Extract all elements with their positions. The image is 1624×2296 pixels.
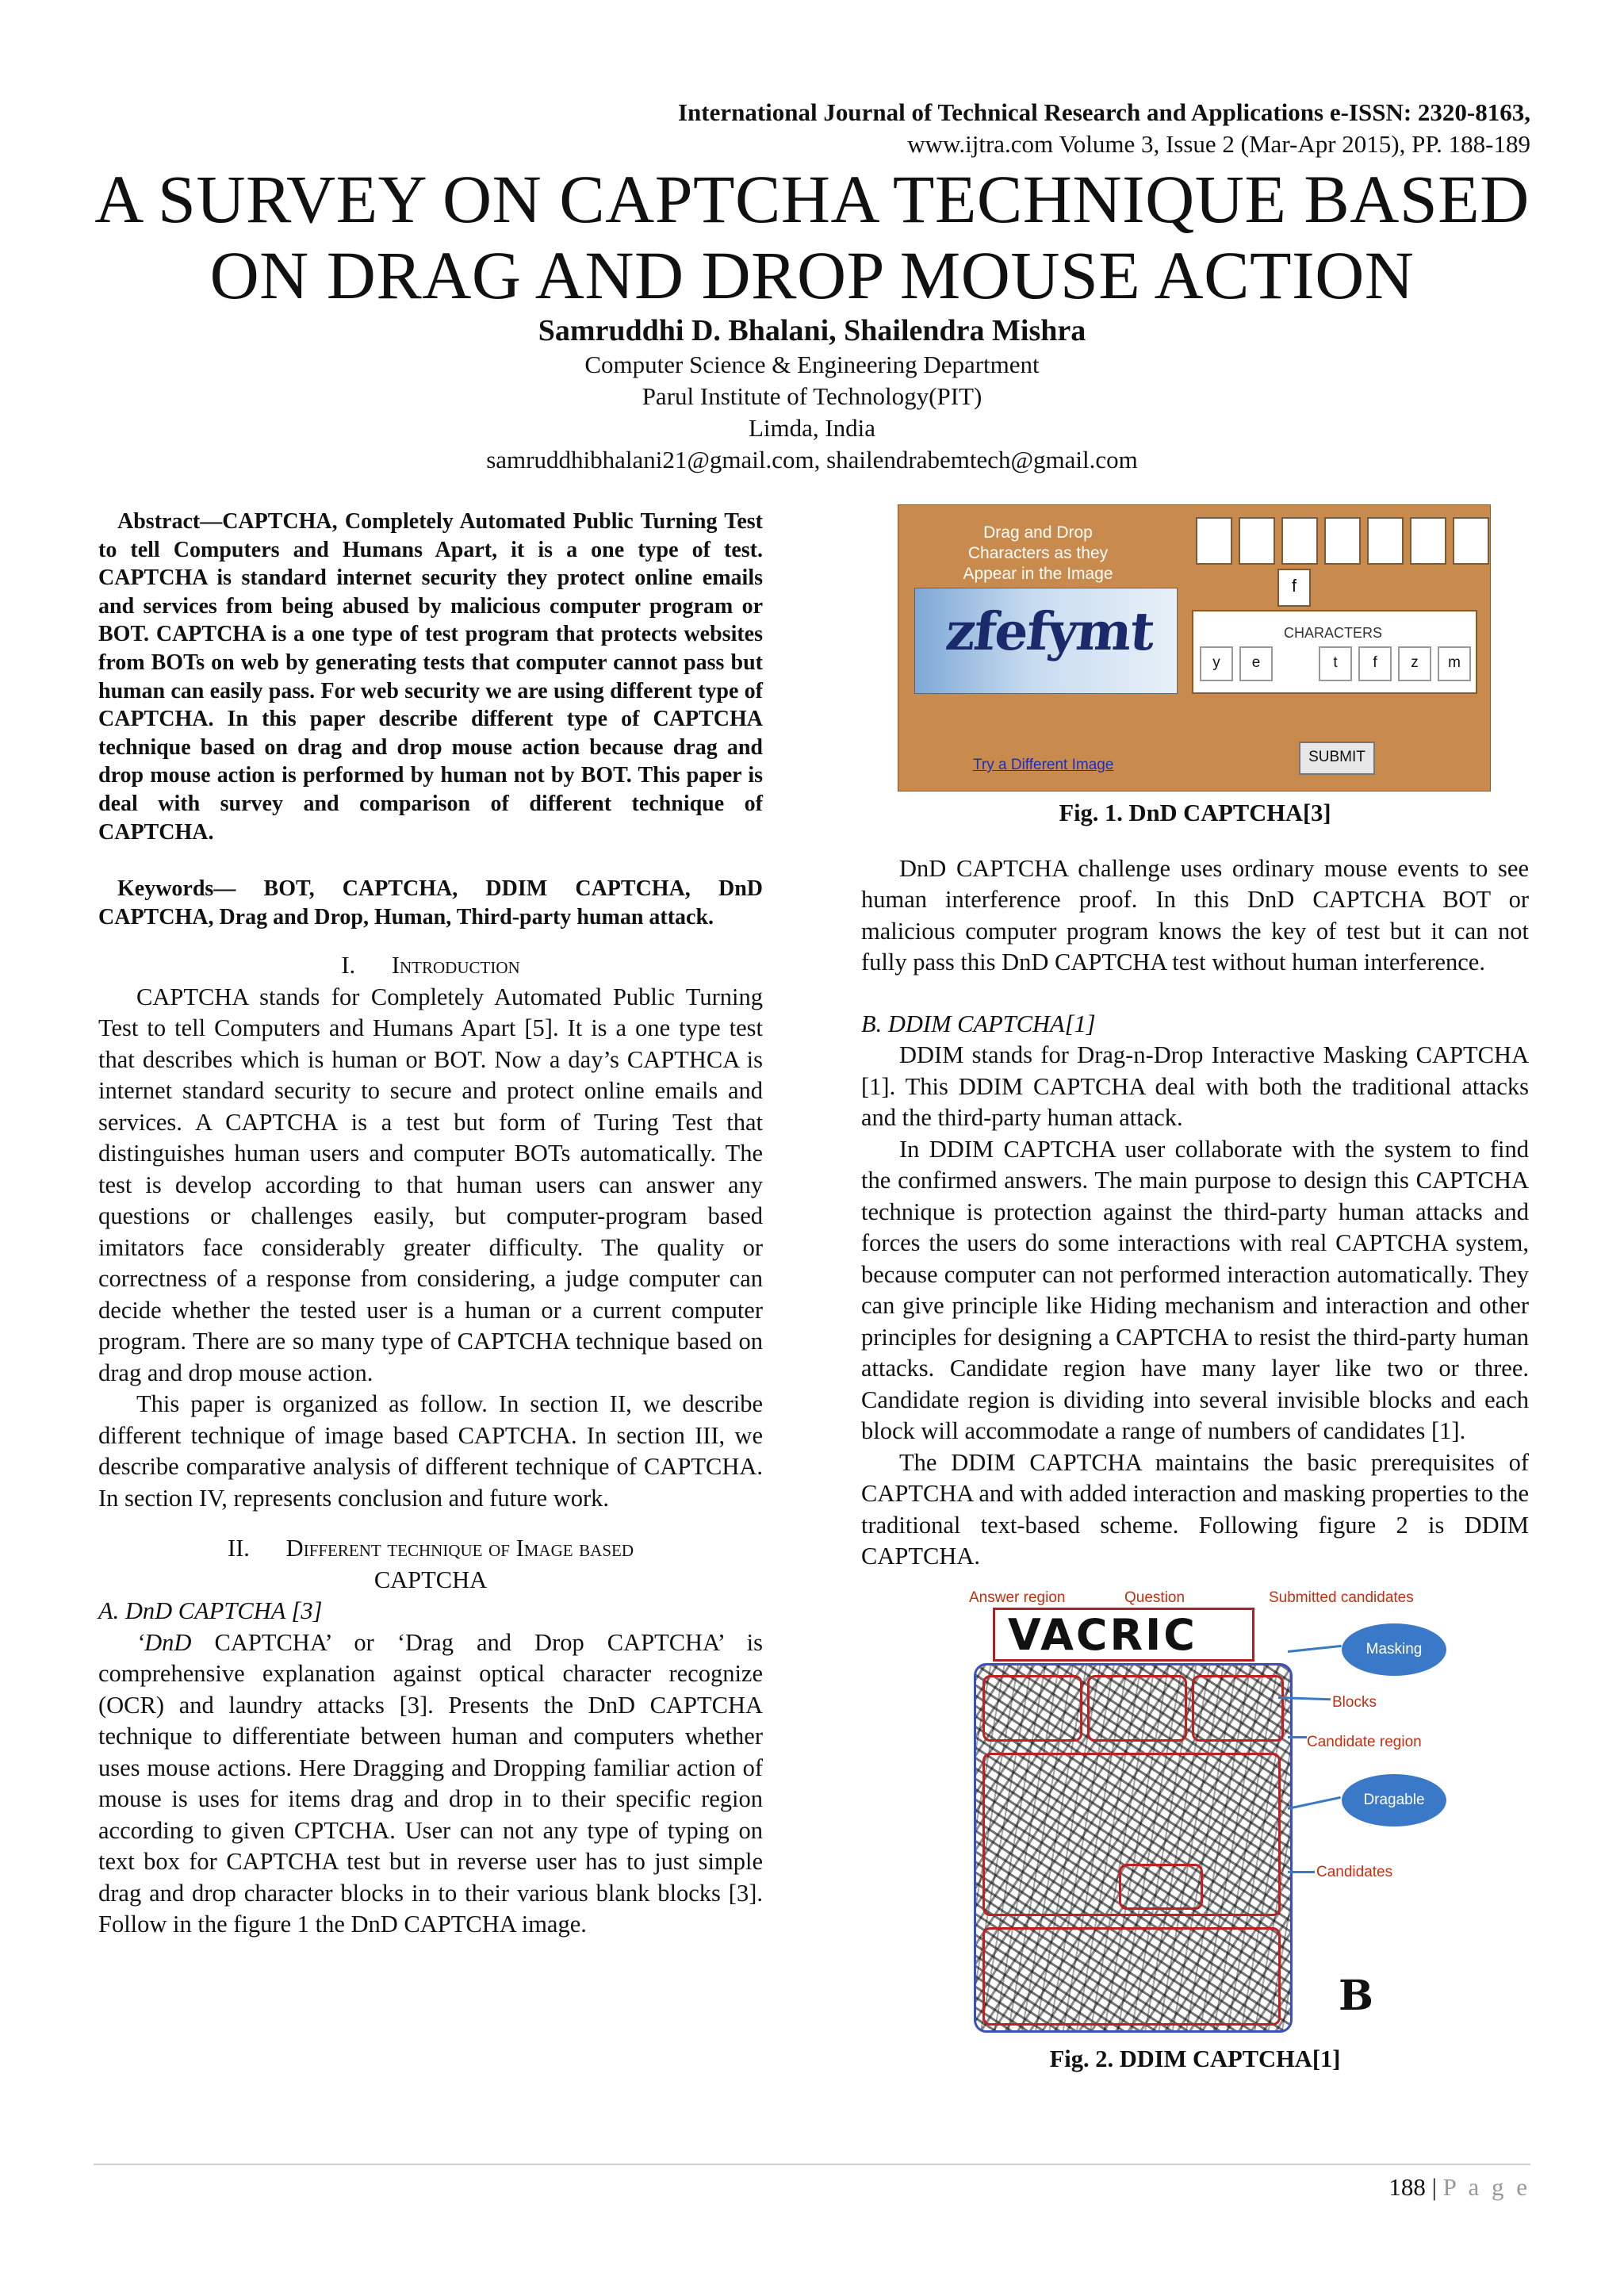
fig1-character-keys <box>1200 646 1471 681</box>
department: Computer Science & Engineering Department <box>584 351 1040 378</box>
fig1-submit-button: SUBMIT <box>1299 742 1375 775</box>
keywords: Keywords— BOT, CAPTCHA, DDIM CAPTCHA, DnD CAPTCHA, Drag and Drop, Human, Third-party human attack. <box>98 876 763 930</box>
journal-volume: www.ijtra.com Volume 3, Issue 2 (Mar-Apr 2015), PP. 188-189 <box>907 130 1530 158</box>
char-key: y <box>1200 646 1233 681</box>
fig1-drop-slots <box>1196 517 1489 565</box>
journal-header <box>341 97 1530 160</box>
fig2-question-label: Question <box>1124 1589 1185 1606</box>
fig2-arrow <box>1288 1644 1342 1652</box>
char-key: t <box>1319 646 1352 681</box>
authors: Samruddhi D. Bhalani, Shailendra Mishra <box>538 314 1086 347</box>
fig1-try-different-link: Try a Different Image <box>973 757 1114 773</box>
fig2-block <box>982 1675 1082 1742</box>
fig2-block <box>1192 1675 1284 1742</box>
dnd-challenge-paragraph: DnD CAPTCHA challenge uses ordinary mouse events to see human interference proof. In this DnD CAPTCHA BOT or malicious computer program knows the key of test but it can not fully pass this DnD CAPTCHA test without human interference. <box>861 854 1529 976</box>
right-column <box>861 504 1529 2075</box>
dnd-paragraph: ‘DnD CAPTCHA’ or ‘Drag and Drop CAPTCHA’ is comprehensive explanation against optical character recognize (OCR) and laundry attacks [3]. Presents the DnD CAPTCHA technique to differentiate between human and computers whether uses mouse actions. Here Dragging and Dropping familiar action of mouse is uses for items drag and drop in to their specific region according to given CPTCHA. User can not any type of typing on text box for CAPTCHA test but in reverse user has to just simple drag and drop character blocks in to their various blank blocks [3]. Follow in the figure 1 the DnD CAPTCHA image. <box>98 1628 763 1938</box>
left-column <box>98 504 763 1941</box>
title-line-2: ON DRAG AND DROP MOUSE ACTION <box>209 237 1415 313</box>
ddim-paragraph-2: In DDIM CAPTCHA user collaborate with the system to find the confirmed answers. The main purpose to design this CAPTCHA technique is protection against the third-party human attacks and forces the users do some interactions with real CAPTCHA system, because computer can not performed interaction automatically. They can give principle like Hiding mechanism and interaction and other principles for designing a CAPTCHA to resist the third-party human attacks. Candidate region have many layer like two or three. Candidate region is dividing into several invisible blocks and each block will accommodate a range of numbers of candidates [1]. <box>861 1135 1529 1444</box>
char-key: z <box>1398 646 1431 681</box>
char-key: m <box>1438 646 1471 681</box>
fig2-candidate-grid <box>974 1663 1293 2033</box>
institute: Parul Institute of Technology(PIT) <box>642 382 982 410</box>
intro-paragraph-1: CAPTCHA stands for Completely Automated Public Turning Test to tell Computers and Humans Apart [5]. It is a one type test that describes which is human or BOT. Now a day’s CAPTHCA is internet standard security to secure and protect online emails and services. A CAPTCHA is a test but form of Turing Test that distinguishes human users and computer BOTs automatically. The test is develop according to that human users can answer any questions or challenges easily, but computer-program based imitators face considerably greater difficulty. The quality or correctness of a response from considering, a judge computer can decide whether the tested user is a human or a current computer program. There are so many type of CAPTCHA technique based on drag and drop mouse action. <box>98 983 763 1386</box>
journal-name: International Journal of Technical Research and Applications e-ISSN: 2320-8163, <box>677 98 1530 126</box>
fig2-candidate-glyph: B <box>1339 1971 1373 2020</box>
fig2-answer-region-label: Answer region <box>969 1589 1066 1606</box>
fig1-prompt: Drag and Drop Characters as they Appear in the Image <box>963 523 1113 583</box>
drop-slot <box>1239 517 1275 565</box>
abstract: Abstract—CAPTCHA, Completely Automated Public Turning Test to tell Computers and Humans Apart, it is a one type of test. CAPTCHA is standard internet security they protect online emails and services from being abused by malicious computer program or BOT. CAPTCHA is a one type of test program that protects websites from BOTs on web by generating tests that computer cannot pass but human can easily pass. For web security we are using different type of CAPTCHA. In this paper describe different type of CAPTCHA technique based on drag and drop mouse action because drag and drop mouse action is performed by human not by BOT. This paper is deal with survey and comparison of different technique of CAPTCHA. <box>98 509 763 845</box>
paper-title <box>63 161 1561 313</box>
fig2-block <box>1119 1864 1203 1910</box>
drop-slot <box>1196 517 1232 565</box>
fig2-captcha-word: VACRIC <box>993 1608 1254 1662</box>
figure-1-caption: Fig. 1. DnD CAPTCHA[3] <box>1059 799 1331 826</box>
fig2-candidates-label: Candidates <box>1316 1863 1393 1880</box>
subsection-heading-ddim: B. DDIM CAPTCHA[1] <box>861 1010 1096 1037</box>
fig2-block <box>982 1927 1281 2026</box>
fig2-block <box>1087 1675 1187 1742</box>
affiliation <box>0 349 1624 476</box>
fig2-arrow <box>1288 1736 1307 1738</box>
location: Limda, India <box>748 414 876 442</box>
figure-2-caption: Fig. 2. DDIM CAPTCHA[1] <box>1049 2045 1341 2072</box>
fig2-submitted-label: Submitted candidates <box>1269 1589 1414 1606</box>
fig2-arrow <box>1288 1796 1341 1809</box>
emails: samruddhibhalani21@gmail.com, shailendrabemtech@gmail.com <box>486 446 1138 473</box>
fig1-characters-label: CHARACTERS <box>1283 625 1382 641</box>
drop-slot <box>1367 517 1404 565</box>
char-key: f <box>1358 646 1392 681</box>
fig2-candidate-region-label: Candidate region <box>1307 1733 1422 1750</box>
char-key-empty <box>1279 646 1312 681</box>
footer-rule <box>94 2164 1530 2165</box>
fig2-masking-oval: Masking <box>1342 1623 1446 1676</box>
drop-slot <box>1453 517 1489 565</box>
char-key: e <box>1239 646 1273 681</box>
fig2-dragable-oval: Dragable <box>1342 1774 1446 1826</box>
drop-slot <box>1410 517 1446 565</box>
drop-slot <box>1281 517 1318 565</box>
title-line-1: A SURVEY ON CAPTCHA TECHNIQUE BASED <box>94 161 1530 237</box>
page-number: 188 | P a g e <box>1388 2173 1530 2201</box>
ddim-paragraph-1: DDIM stands for Drag-n-Drop Interactive Masking CAPTCHA [1]. This DDIM CAPTCHA deal with both the traditional attacks and the third-party human attack. <box>861 1041 1529 1131</box>
ddim-paragraph-3: The DDIM CAPTCHA maintains the basic prerequisites of CAPTCHA and with added interaction and masking properties to the traditional text-based scheme. Following figure 2 is DDIM CAPTCHA. <box>861 1448 1529 1570</box>
fig1-captcha-text: zfefymt <box>942 600 1157 662</box>
fig1-dragged-char: f <box>1277 569 1311 607</box>
subsection-heading-dnd: A. DnD CAPTCHA [3] <box>98 1597 323 1625</box>
fig2-blocks-label: Blocks <box>1332 1693 1377 1711</box>
drop-slot <box>1324 517 1361 565</box>
figure-dnd-captcha <box>898 504 1491 792</box>
intro-paragraph-2: This paper is organized as follow. In section II, we describe different technique of image based CAPTCHA. In section III, we describe comparative analysis of different technique of CAPTCHA. In section IV, represents conclusion and future work. <box>98 1390 763 1512</box>
fig2-arrow <box>1288 1871 1315 1873</box>
figure-ddim-captcha <box>945 1577 1484 2037</box>
section-heading-introduction: I. Introduction <box>341 952 520 979</box>
section-heading-techniques: II. Different technique of Image based CAPTCHA <box>227 1535 634 1593</box>
